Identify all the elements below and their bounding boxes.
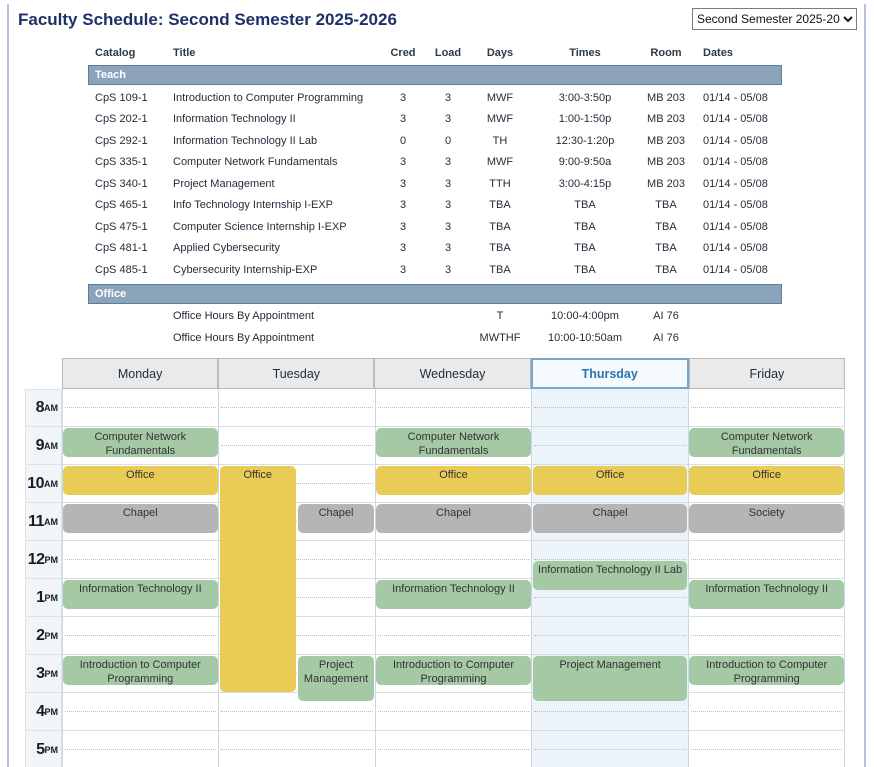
- section-header-label: Office: [95, 287, 127, 300]
- cell-catalog: CpS 465-1: [95, 199, 148, 212]
- calendar-event: Computer Network Fundamentals: [689, 428, 844, 458]
- time-label-ampm: PM: [44, 744, 58, 755]
- course-row: [88, 327, 782, 349]
- time-label-hour: 11: [28, 512, 44, 530]
- cell-days: TBA: [489, 220, 511, 233]
- cell-title: Information Technology II Lab: [173, 134, 318, 147]
- cell-cred: 3: [399, 220, 407, 233]
- cell-days: TTH: [489, 177, 511, 190]
- cell-room: MB 203: [647, 177, 685, 190]
- calendar-event: Computer Network Fundamentals: [376, 428, 531, 458]
- calendar-event: Project Management: [298, 656, 374, 702]
- calendar-event: Office: [689, 466, 844, 496]
- time-label-hour: 9: [35, 436, 44, 454]
- cell-times: TBA: [574, 199, 596, 212]
- cell-days: MWF: [486, 156, 514, 169]
- cell-days: MWF: [486, 91, 514, 104]
- cell-load: 3: [444, 199, 452, 212]
- calendar-event: Introduction to Computer Programming: [689, 656, 844, 686]
- column-header-cred: Cred: [390, 47, 416, 59]
- time-label-ampm: AM: [44, 478, 58, 489]
- cell-catalog: CpS 340-1: [95, 177, 148, 190]
- cell-load: 3: [444, 220, 452, 233]
- time-label-ampm: PM: [44, 630, 58, 641]
- cell-days: TBA: [489, 263, 511, 276]
- cell-load: 3: [444, 263, 452, 276]
- course-row: [88, 195, 782, 217]
- column-header-catalog: Catalog: [95, 47, 136, 59]
- cell-title: Computer Science Internship I-EXP: [173, 220, 347, 233]
- calendar-event: Office: [533, 466, 688, 496]
- cell-days: MWF: [486, 113, 514, 126]
- cell-load: 3: [444, 113, 452, 126]
- cell-room: TBA: [655, 220, 677, 233]
- course-row: [88, 306, 782, 328]
- section-header-office: [88, 284, 782, 304]
- time-label-ampm: PM: [44, 706, 58, 717]
- cell-dates: 01/14 - 05/08: [703, 113, 768, 126]
- cell-room: MB 203: [647, 134, 685, 147]
- cell-title: Applied Cybersecurity: [173, 242, 280, 255]
- calendar-event: Information Technology II: [63, 580, 218, 610]
- column-header-title: Title: [173, 47, 196, 59]
- time-label-ampm: AM: [44, 516, 58, 527]
- cell-title: Office Hours By Appointment: [173, 310, 315, 323]
- cell-title: Office Hours By Appointment: [173, 331, 315, 344]
- cell-load: 3: [444, 242, 452, 255]
- course-row: [88, 259, 782, 281]
- cell-title: Computer Network Fundamentals: [173, 156, 338, 169]
- calendar-day-header-row: [25, 358, 845, 389]
- time-label-ampm: AM: [44, 403, 58, 413]
- column-header-dates: Dates: [703, 47, 733, 59]
- calendar-event: Chapel: [376, 504, 531, 534]
- page-border-left: [7, 4, 9, 767]
- cell-cred: 3: [399, 242, 407, 255]
- course-row: [88, 216, 782, 238]
- time-label-hour: 3: [36, 664, 45, 682]
- time-label-hour: 5: [36, 740, 45, 758]
- cell-room: MB 203: [647, 113, 685, 126]
- time-label-hour: 12: [27, 550, 45, 568]
- course-row: [88, 109, 782, 131]
- cell-catalog: CpS 481-1: [95, 242, 148, 255]
- section-header-label: Teach: [95, 69, 126, 81]
- course-row: [88, 238, 782, 260]
- cell-times: 9:00-9:50a: [558, 156, 612, 169]
- calendar-grid: [25, 389, 845, 767]
- cell-times: TBA: [574, 242, 596, 255]
- column-header-days: Days: [486, 47, 514, 59]
- cell-days: TBA: [489, 199, 511, 212]
- weekly-calendar: [25, 358, 845, 767]
- time-label-hour: 8: [35, 399, 44, 416]
- calendar-event: Information Technology II: [376, 580, 531, 610]
- page-border-right: [864, 4, 866, 767]
- day-header-monday: Monday: [62, 358, 218, 389]
- semester-select-wrap: [692, 8, 857, 30]
- calendar-event: Office: [63, 466, 218, 496]
- course-row: [88, 173, 782, 195]
- cell-times: 3:00-3:50p: [558, 91, 612, 104]
- course-row: [88, 87, 782, 109]
- time-label-ampm: PM: [44, 554, 58, 565]
- page-title: Faculty Schedule: Second Semester 2025-2026: [18, 10, 397, 29]
- day-header-thursday: Thursday: [531, 358, 689, 389]
- cell-dates: 01/14 - 05/08: [703, 134, 768, 147]
- cell-cred: 3: [399, 177, 407, 190]
- cell-dates: 01/14 - 05/08: [703, 156, 768, 169]
- cell-load: 0: [444, 134, 452, 147]
- course-row: [88, 152, 782, 174]
- cell-dates: 01/14 - 05/08: [703, 220, 768, 233]
- cell-catalog: CpS 475-1: [95, 220, 148, 233]
- time-label-ampm: PM: [44, 592, 58, 603]
- calendar-event: Chapel: [298, 504, 374, 534]
- cell-catalog: CpS 109-1: [95, 91, 148, 104]
- cell-room: TBA: [655, 199, 677, 212]
- cell-load: 3: [444, 177, 452, 190]
- cell-days: T: [496, 310, 504, 323]
- calendar-event: Information Technology II: [689, 580, 844, 610]
- column-header-times: Times: [569, 47, 601, 59]
- column-header-load: Load: [434, 47, 462, 59]
- cell-cred: 3: [399, 91, 407, 104]
- calendar-event: Information Technology II Lab: [533, 561, 688, 591]
- calendar-event: Chapel: [533, 504, 688, 534]
- semester-select[interactable]: [692, 8, 857, 30]
- cell-room: MB 203: [647, 91, 685, 104]
- day-header-friday: Friday: [689, 358, 845, 389]
- course-row: [88, 130, 782, 152]
- calendar-event: Project Management: [533, 656, 688, 702]
- cell-title: Introduction to Computer Programming: [173, 91, 364, 104]
- cell-days: TH: [492, 134, 508, 147]
- time-label-hour: 10: [27, 474, 44, 492]
- cell-times: 1:00-1:50p: [558, 113, 612, 126]
- cell-cred: 3: [399, 263, 407, 276]
- cell-room: TBA: [655, 242, 677, 255]
- cell-room: MB 203: [647, 156, 685, 169]
- cell-title: Information Technology II: [173, 113, 296, 126]
- calendar-event: Chapel: [63, 504, 218, 534]
- calendar-event: Introduction to Computer Programming: [63, 656, 218, 686]
- cell-cred: 0: [399, 134, 407, 147]
- calendar-events-layer: [25, 389, 845, 767]
- cell-dates: 01/14 - 05/08: [703, 242, 768, 255]
- cell-cred: 3: [399, 113, 407, 126]
- cell-load: 3: [444, 156, 452, 169]
- course-table-header-row: [88, 44, 782, 62]
- cell-cred: 3: [399, 199, 407, 212]
- section-header-teach: [88, 65, 782, 85]
- time-label-hour: 4: [36, 702, 45, 720]
- cell-catalog: CpS 335-1: [95, 156, 148, 169]
- cell-times: 12:30-1:20p: [555, 134, 615, 147]
- day-header-wednesday: Wednesday: [374, 358, 530, 389]
- cell-times: 10:00-4:00pm: [551, 310, 619, 323]
- calendar-event: Office: [220, 466, 296, 692]
- cell-catalog: CpS 202-1: [95, 113, 148, 126]
- cell-room: AI 76: [653, 331, 679, 344]
- calendar-corner: [25, 358, 62, 389]
- cell-dates: 01/14 - 05/08: [703, 199, 768, 212]
- column-header-room: Room: [650, 47, 682, 59]
- time-label-hour: 1: [36, 588, 45, 606]
- cell-times: TBA: [574, 220, 596, 233]
- course-table: [88, 44, 782, 349]
- calendar-event: Introduction to Computer Programming: [376, 656, 531, 686]
- cell-dates: 01/14 - 05/08: [703, 91, 768, 104]
- cell-cred: 3: [399, 156, 407, 169]
- cell-title: Cybersecurity Internship-EXP: [173, 263, 318, 276]
- cell-times: 3:00-4:15p: [558, 177, 612, 190]
- calendar-event: Society: [689, 504, 844, 534]
- cell-catalog: CpS 485-1: [95, 263, 148, 276]
- calendar-event: Computer Network Fundamentals: [63, 428, 218, 458]
- cell-room: AI 76: [653, 310, 679, 323]
- cell-times: TBA: [574, 263, 596, 276]
- cell-days: MWTHF: [479, 331, 521, 344]
- cell-dates: 01/14 - 05/08: [703, 177, 768, 190]
- day-header-tuesday: Tuesday: [218, 358, 374, 389]
- calendar-event: Office: [376, 466, 531, 496]
- time-label-hour: 2: [36, 626, 45, 644]
- cell-days: TBA: [489, 242, 511, 255]
- cell-catalog: CpS 292-1: [95, 134, 148, 147]
- cell-load: 3: [444, 91, 452, 104]
- time-label-ampm: AM: [44, 440, 58, 451]
- cell-room: TBA: [655, 263, 677, 276]
- cell-times: 10:00-10:50am: [548, 331, 622, 344]
- time-label-ampm: PM: [44, 668, 58, 679]
- cell-title: Project Management: [173, 177, 275, 190]
- cell-title: Info Technology Internship I-EXP: [173, 199, 334, 212]
- cell-dates: 01/14 - 05/08: [703, 263, 768, 276]
